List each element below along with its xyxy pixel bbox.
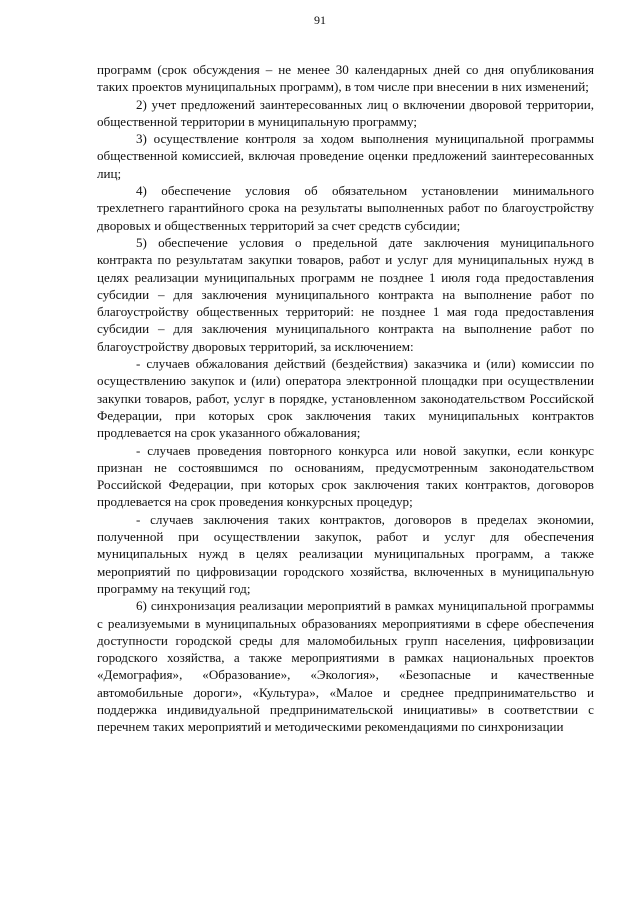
paragraph-item-3: 3) осуществление контроля за ходом выполнения муниципальной программы общественной комиссией, включая проведение оценки предложений заинтересованных лиц; <box>97 131 594 181</box>
paragraph-item-6: 6) синхронизация реализации мероприятий в рамках муниципальной программы с реализуемыми в муниципальных образованиях мероприятиями в сфере обеспечения доступности городской среды для маломобильных групп населения, цифровизации городского хозяйства, а также мероприятиями в рамках национальных проектов «Демография», «Образование», «Экология», «Безопасные и качественные автомобильные дороги», «Культура», «Малое и среднее предпринимательство и поддержка индивидуальной предпринимательской инициативы» в соответствии с перечнем таких мероприятий и методическими рекомендациями по синхронизации <box>97 598 594 735</box>
paragraph-exception-repeat-tender: - случаев проведения повторного конкурса или новой закупки, если конкурс признан не состоявшимся по основаниям, предусмотренным законодательством Российской Федерации, при которых срок заключения таких контрактов, договоров продлевается на срок проведения конкурсных процедур; <box>97 442 594 510</box>
paragraph-item-4: 4) обеспечение условия об обязательном установлении минимального трехлетнего гарантийного срока на результаты выполненных работ по благоустройству дворовых и общественных территорий за счет средств субсидии; <box>97 183 594 233</box>
paragraph-item-5: 5) обеспечение условия о предельной дате заключения муниципального контракта по результатам закупки товаров, работ и услуг для муниципальных нужд в целях реализации муниципальных программ не позднее 1 июля года предоставления субсидии – для заключения муниципального контракта на выполнение работ по благоустройству общественных территорий: не позднее 1 мая года предоставления субсидии – для заключения муниципального контракта на выполнение работ по благоустройству дворовых территорий, за исключением: <box>97 234 594 354</box>
document-body <box>97 61 594 736</box>
paragraph-item-2: 2) учет предложений заинтересованных лиц о включении дворовой территории, общественной территории в муниципальную программу; <box>97 96 594 129</box>
paragraph-exception-savings: - случаев заключения таких контрактов, договоров в пределах экономии, полученной при осуществлении закупок, работ и услуг для обеспечения муниципальных нужд в целях реализации муниципальных программ, а также мероприятий по цифровизации городского хозяйства, включенных в муниципальную программу на текущий год; <box>97 511 594 596</box>
paragraph-exception-appeal: - случаев обжалования действий (бездействия) заказчика и (или) комиссии по осуществлению закупок и (или) оператора электронной площадки при осуществлении закупки товаров, работ, услуг в порядке, установленном законодательством Российской Федерации, при которых срок заключения таких муниципальных контрактов продлевается на срок указанного обжалования; <box>97 356 594 441</box>
paragraph-continuation: программ (срок обсуждения – не менее 30 календарных дней со дня опубликования таких проектов муниципальных программ), в том числе при внесении в них изменений; <box>97 62 594 95</box>
page-number: 91 <box>314 13 326 27</box>
